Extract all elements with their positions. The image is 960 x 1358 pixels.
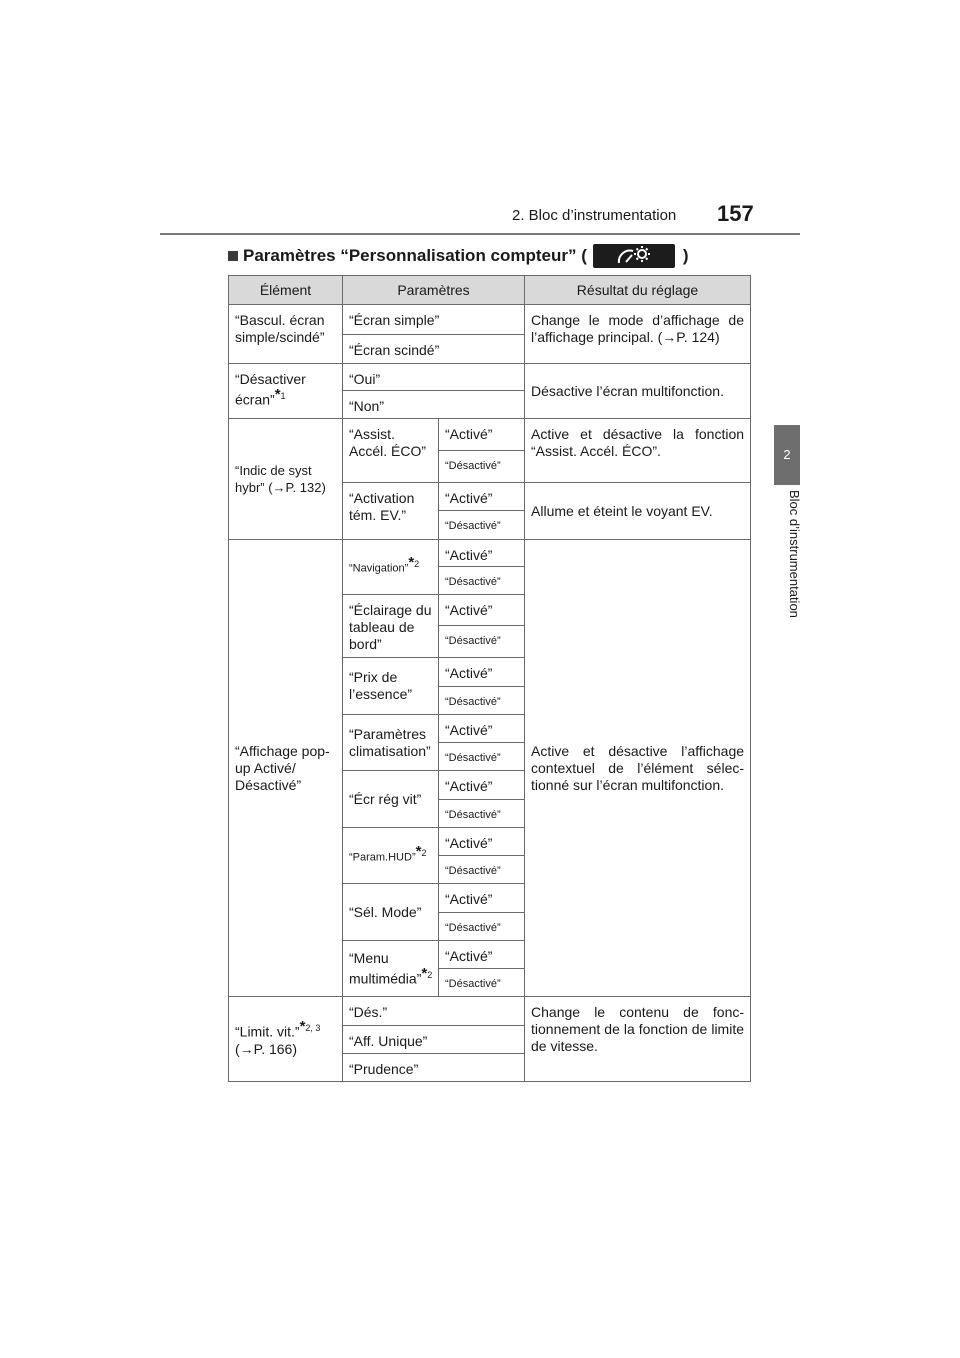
cell-subitem: “Prix de l’essence” bbox=[343, 658, 439, 715]
cell-subitem bbox=[343, 540, 439, 595]
cell-param: “Dés.” bbox=[343, 997, 525, 1026]
cell-subitem bbox=[343, 828, 439, 884]
cell-param: “Désactivé” bbox=[439, 800, 525, 828]
cell-result: Change le contenu de fonc- tionnement de la fonction de limite de vitesse. bbox=[525, 997, 751, 1082]
cell-subitem: “Écr rég vit” bbox=[343, 771, 439, 828]
cell-param: “Désactivé” bbox=[439, 626, 525, 658]
cell-param: “Activé” bbox=[439, 828, 525, 856]
table-row bbox=[229, 540, 751, 567]
cell-param: “Activé” bbox=[439, 884, 525, 913]
footnote-star: * bbox=[299, 1018, 306, 1036]
cell-param: “Non” bbox=[343, 391, 525, 419]
header-resultat: Résultat du réglage bbox=[525, 276, 751, 305]
cell-param: “Activé” bbox=[439, 483, 525, 511]
cell-param: “Activé” bbox=[439, 715, 525, 743]
cell-subitem-text: “Navigation” bbox=[349, 562, 409, 575]
cell-param: “Aff. Unique” bbox=[343, 1026, 525, 1054]
cell-element-text: “Limit. vit.” bbox=[235, 1023, 300, 1040]
cell-subitem-text: “Param.HUD” bbox=[349, 851, 416, 864]
cell-param: “Écran simple” bbox=[343, 305, 525, 335]
cell-result: Allume et éteint le voyant EV. bbox=[525, 483, 751, 540]
cell-element bbox=[229, 364, 343, 419]
cell-param: “Oui” bbox=[343, 364, 525, 391]
footnote-number: 2 bbox=[421, 847, 427, 858]
cell-param: “Désactivé” bbox=[439, 969, 525, 997]
footnote-number: 2 bbox=[427, 969, 433, 980]
cell-subitem-text: “Menu multimédia” bbox=[349, 949, 422, 987]
cell-subitem: “Activation tém. EV.” bbox=[343, 483, 439, 540]
cell-param: “Désactivé” bbox=[439, 567, 525, 595]
cell-subitem: “Paramètres climatisation” bbox=[343, 715, 439, 771]
section-title-text: Paramètres “Personnalisation compteur” ( bbox=[243, 246, 587, 265]
footnote-star: * bbox=[274, 386, 281, 403]
cell-param: “Désactivé” bbox=[439, 743, 525, 771]
footnote-number: 1 bbox=[280, 391, 286, 401]
page-number: 157 bbox=[717, 201, 754, 226]
cell-param: “Désactivé” bbox=[439, 856, 525, 884]
cell-subitem: “Sél. Mode” bbox=[343, 884, 439, 941]
cell-subitem bbox=[343, 941, 439, 997]
cell-param: “Écran scindé” bbox=[343, 335, 525, 364]
table-row bbox=[229, 305, 751, 335]
cell-param: “Désactivé” bbox=[439, 451, 525, 483]
footnote-number: 2 bbox=[414, 559, 420, 570]
cell-param: “Désactivé” bbox=[439, 913, 525, 941]
footnote-star: * bbox=[415, 842, 422, 860]
cell-result: Active et désactive l’affichage contextuel de l’élément sélec- tionné sur l’écran multifonction. bbox=[525, 540, 751, 997]
cell-result: Change le mode d’affichage de l’affichage principal. (→P. 124) bbox=[525, 305, 751, 364]
settings-table bbox=[228, 275, 751, 1082]
cell-element bbox=[229, 997, 343, 1082]
header-parametres: Paramètres bbox=[343, 276, 525, 305]
header-section-title: 2. Bloc d’instrumentation bbox=[512, 207, 677, 224]
cell-result: Désactive l’écran multifonction. bbox=[525, 364, 751, 419]
chapter-tab bbox=[774, 425, 800, 485]
cell-subitem: “Assist. Accél. ÉCO” bbox=[343, 419, 439, 483]
cell-subitem: “Éclairage du tableau de bord” bbox=[343, 595, 439, 658]
cell-result: Active et désactive la fonction “Assist. Accél. ÉCO”. bbox=[525, 419, 751, 483]
footnote-number: 2, 3 bbox=[305, 1023, 321, 1034]
gauge-gear-icon bbox=[593, 244, 675, 268]
table-header-row bbox=[229, 276, 751, 305]
cell-param: “Activé” bbox=[439, 771, 525, 800]
cell-param: “Activé” bbox=[439, 595, 525, 626]
cell-param: “Désactivé” bbox=[439, 687, 525, 715]
cell-param: “Activé” bbox=[439, 419, 525, 451]
page-reference: (→P. 166) bbox=[235, 1040, 297, 1057]
square-bullet-icon bbox=[228, 251, 238, 261]
table-row bbox=[229, 419, 751, 451]
chapter-tab-number: 2 bbox=[783, 447, 791, 462]
section-title-close: ) bbox=[682, 246, 689, 265]
cell-param: “Désactivé” bbox=[439, 511, 525, 540]
cell-element: “Indic de syst hybr” (→P. 132) bbox=[229, 419, 343, 540]
cell-element: “Bascul. écran simple/scindé” bbox=[229, 305, 343, 364]
cell-element: “Affichage pop-up Activé/ Désactivé” bbox=[229, 540, 343, 997]
cell-element-text: “Désactiver écran” bbox=[235, 371, 306, 408]
cell-param: “Activé” bbox=[439, 540, 525, 567]
cell-param: “Prudence” bbox=[343, 1054, 525, 1082]
header-rule bbox=[160, 233, 800, 235]
footnote-star: * bbox=[421, 964, 428, 982]
table-row bbox=[229, 364, 751, 391]
cell-param: “Activé” bbox=[439, 658, 525, 687]
header-element: Élément bbox=[229, 276, 343, 305]
table-row bbox=[229, 997, 751, 1026]
cell-param: “Activé” bbox=[439, 941, 525, 969]
chapter-side-label: Bloc d’instrumentation bbox=[787, 490, 802, 618]
footnote-star: * bbox=[408, 554, 415, 572]
section-title bbox=[228, 244, 689, 268]
